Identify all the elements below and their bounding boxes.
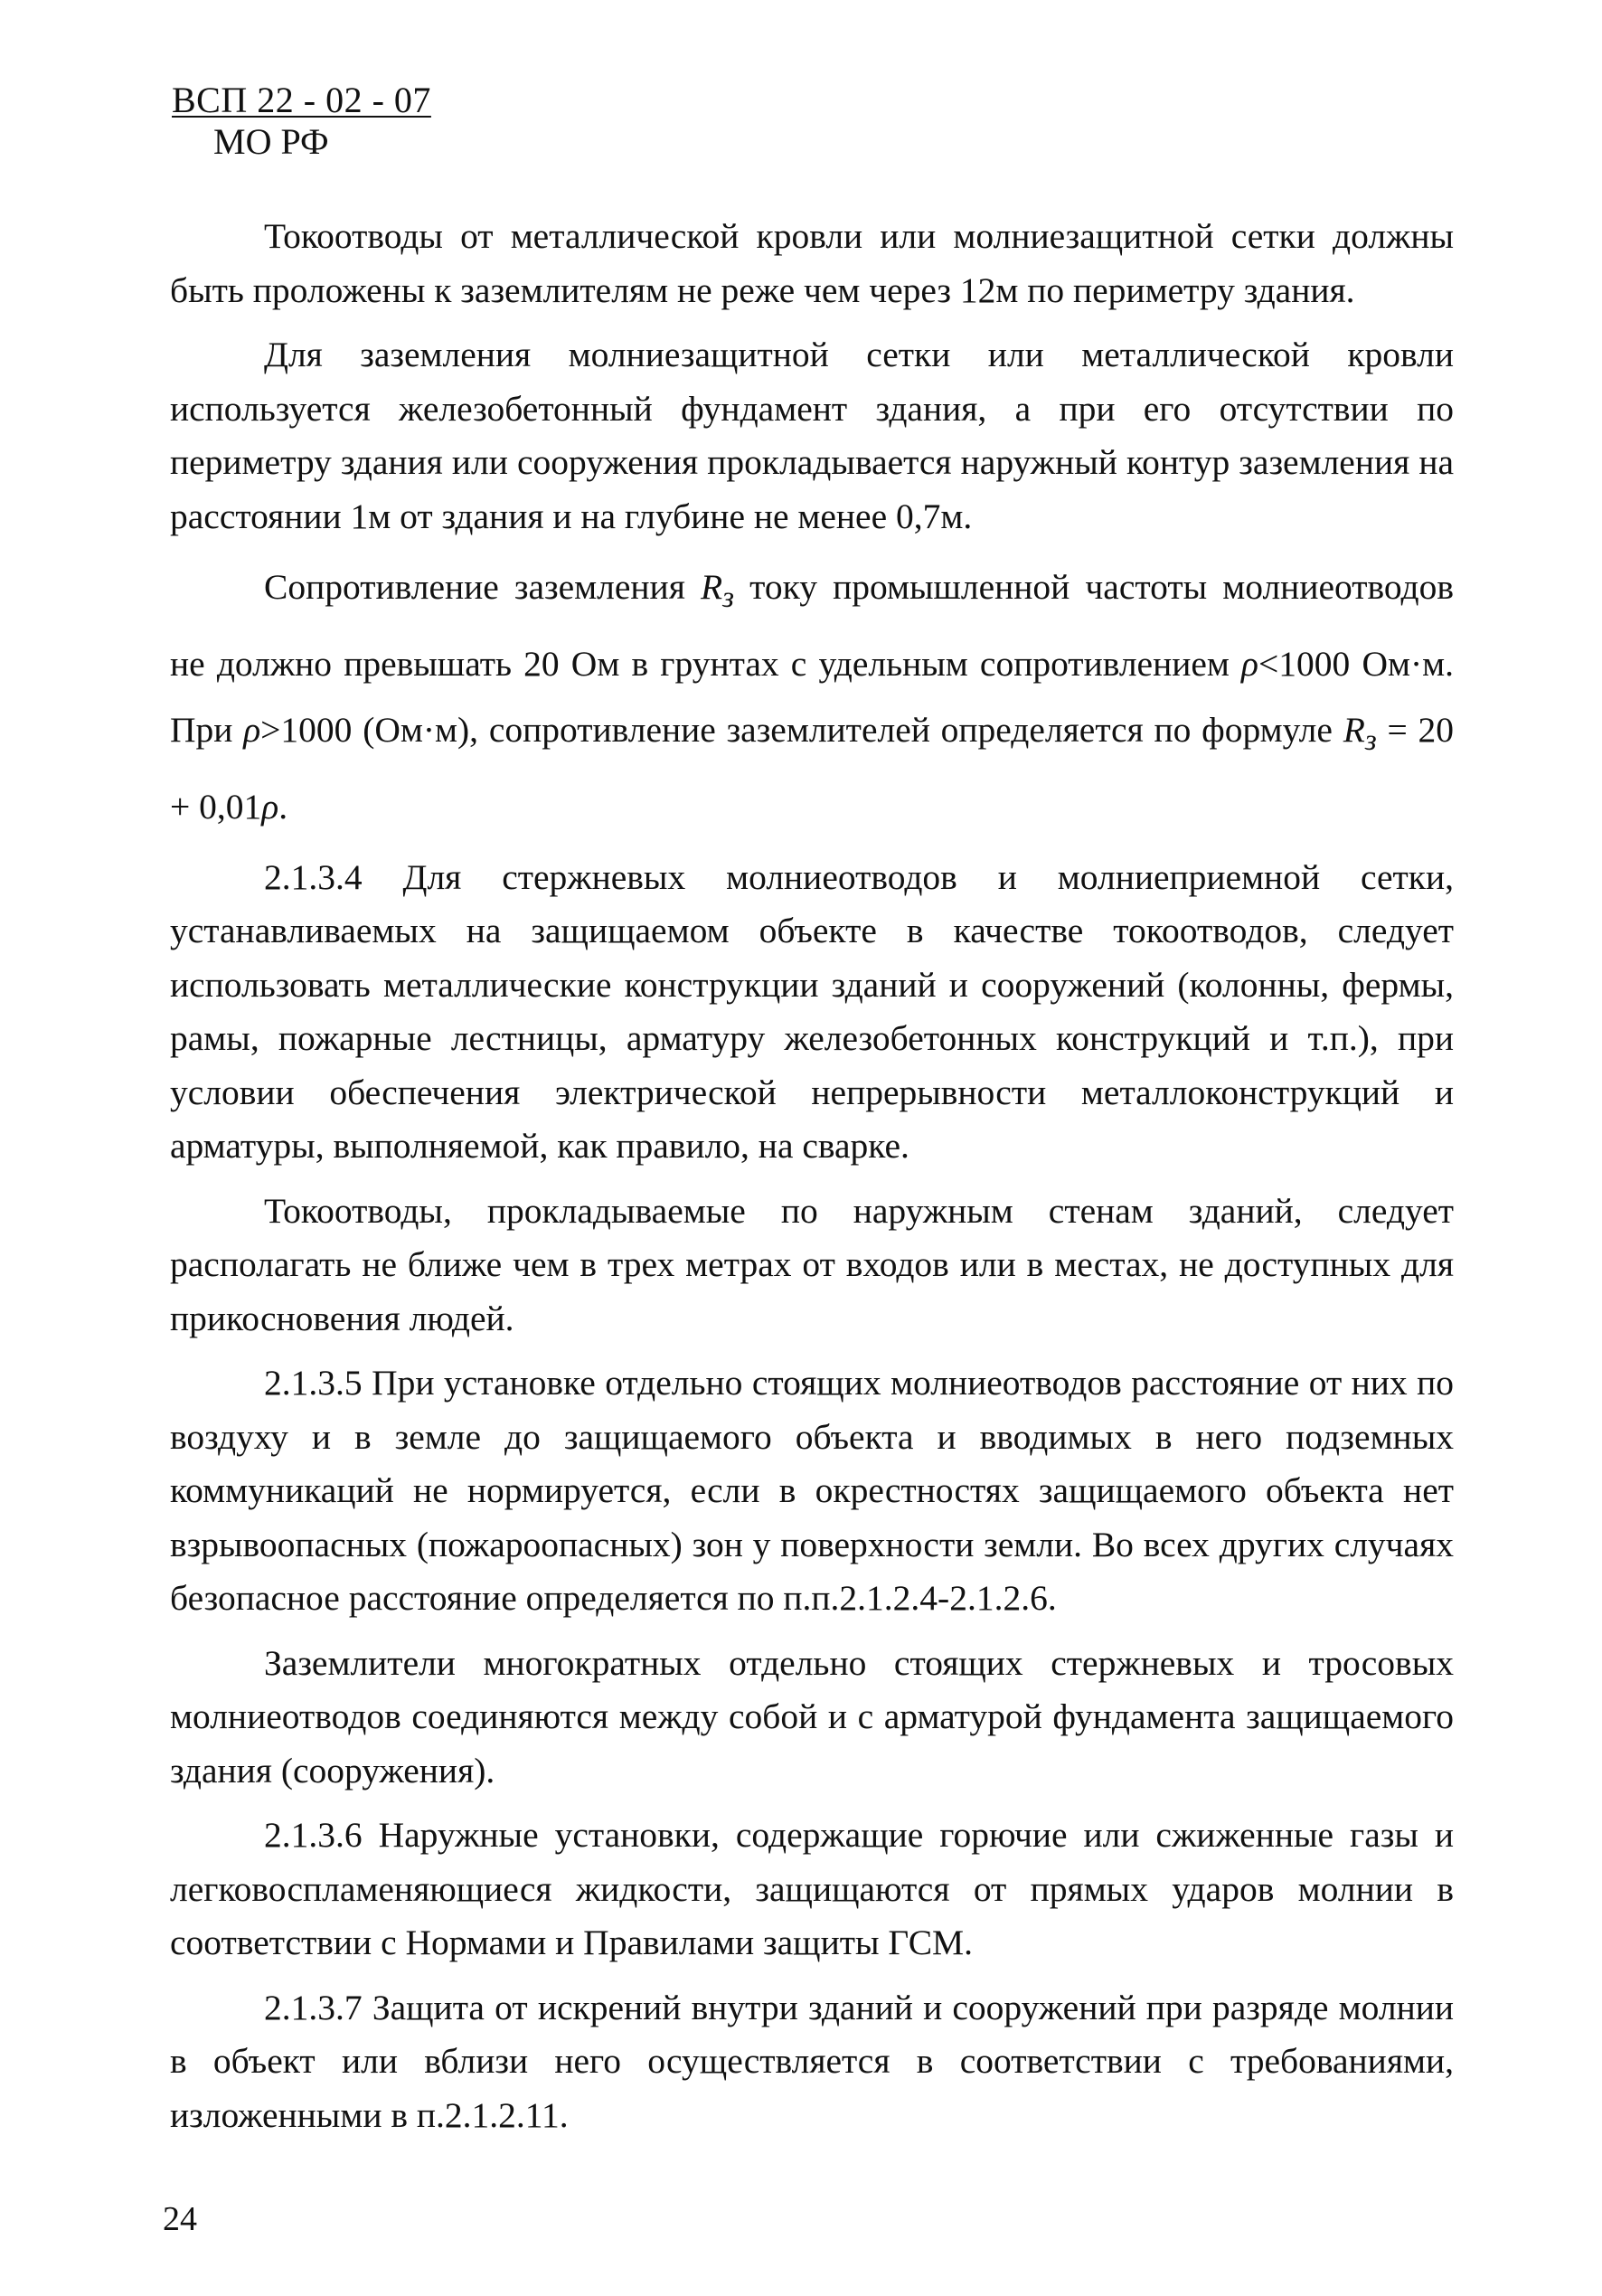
resistance-text-2: току промышленной частоты молниеотводов не должно превышать 20 Ом в грунтах с удельным сопротивлением	[170, 567, 1454, 684]
formula-r-symbol: $R_з$	[1343, 709, 1377, 757]
paragraph-2-1-3-5: 2.1.3.5 При установке отдельно стоящих молниеотводов расстояние от них по воздуху и в земле до защищаемого объекта и вводимых в него подземных коммуникаций не нормируется, если в окрестностях защищаемого объекта нет взрывоопасных (пожароопасных) зон у поверхности земли. Во всех других случаях безопасное расстояние определяется по п.п.2.1.2.4-2.1.2.6.	[170, 1363, 1454, 1619]
page-number: 24	[163, 2200, 197, 2238]
rho-symbol-2: ρ	[243, 709, 261, 750]
document-header	[172, 80, 431, 163]
resistance-text-4: >1000 (Ом·м), сопротивление заземлителей определяется по формуле	[260, 709, 1343, 750]
formula-rho-symbol: ρ	[261, 786, 279, 827]
paragraph-2-1-3-4: 2.1.3.4 Для стержневых молниеотводов и молниеприемной сетки, устанавливаемых на защищаемом объекте в качестве токоотводов, следует использовать металлические конструкции зданий и сооружений (колонны, фермы, рамы, пожарные лестницы, арматуру железобетонных конструкций и т.п.), при условии обеспечения электрической непрерывности металлоконструкций и арматуры, выполняемой, как правило, на сварке.	[170, 856, 1454, 1167]
formula-end: .	[278, 786, 288, 827]
document-code: ВСП 22 - 02 - 07	[172, 80, 431, 120]
paragraph-2-1-3-7: 2.1.3.7 Защита от искрений внутри зданий и сооружений при разряде молнии в объект или вблизи него осуществляется в соответствии с требованиями, изложенными в п.2.1.2.11.	[170, 1987, 1454, 2135]
rho-symbol: ρ	[1241, 643, 1259, 684]
paragraph-2-1-3-6: 2.1.3.6 Наружные установки, содержащие горючие или сжиженные газы и легковоспламеняющиеся жидкости, защищаются от прямых ударов молнии в соответствии с Нормами и Правилами защиты ГСМ.	[170, 1815, 1454, 1963]
paragraph-downconductors-roof: Токоотводы от металлической кровли или молниезащитной сетки должны быть проложены к заземлителям не реже чем через 12м по периметру здания.	[170, 216, 1454, 310]
resistance-symbol: $R_з$	[700, 567, 734, 614]
document-body	[170, 210, 1454, 2153]
resistance-text-3: <1000 Ом·м. При	[170, 643, 1454, 750]
paragraph-grounding-foundation: Для заземления молниезащитной сетки или металлической кровли используется железобетонный фундамент здания, а при его отсутствии по периметру здания или сооружения прокладывается наружный контур заземления на расстоянии 1м от здания и на глубине не менее 0,7м.	[170, 335, 1454, 536]
formula-text: = 20 + 0,01	[170, 709, 1454, 827]
resistance-text-1: Сопротивление заземления	[264, 567, 701, 607]
paragraph-multiple-grounding: Заземлители многократных отдельно стоящих стержневых и тросовых молниеотводов соединяются между собой и с арматурой фундамента защищаемого здания (сооружения).	[170, 1642, 1454, 1791]
paragraph-downconductors-walls: Токоотводы, прокладываемые по наружным стенам зданий, следует располагать не ближе чем в трех метрах от входов или в местах, не доступных для прикосновения людей.	[170, 1190, 1454, 1338]
paragraph-grounding-resistance	[170, 554, 1454, 840]
organization-label: МО РФ	[213, 121, 329, 162]
